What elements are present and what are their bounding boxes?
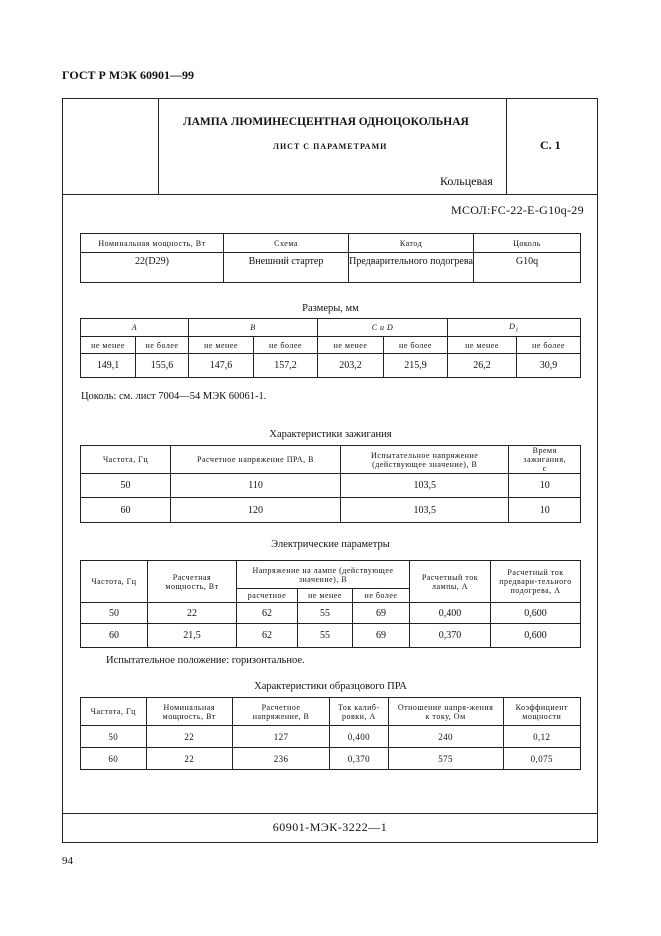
el-cell: 22 [148,603,237,624]
dim-value: 147,6 [189,354,254,378]
dim-sub: не менее [448,337,517,354]
ign-header-freq: Частота, Гц [81,446,171,474]
ignition-caption: Характеристики зажигания [269,429,392,440]
ref-cell: 575 [388,748,503,770]
divider [63,813,597,814]
dim-sub: не менее [318,337,384,354]
ref-cell: 60 [81,748,147,770]
ign-cell: 10 [509,474,581,498]
ref-cell: 0,12 [503,726,580,748]
el-cell: 0,370 [410,624,491,648]
sheet-subtitle: ЛИСТ С ПАРАМЕТРАМИ [273,142,388,151]
header-base: Цоколь [474,234,581,253]
ref-cell: 236 [232,748,329,770]
ref-header-freq: Частота, Гц [81,698,147,726]
cell-power: 22(D29) [81,253,224,283]
ign-cell: 50 [81,474,171,498]
page-number: 94 [62,855,73,867]
footer-code: 60901-МЭК-3222—1 [272,820,388,834]
ref-cell: 127 [232,726,329,748]
dim-group-d1 [448,319,581,337]
dim-sub: не более [517,337,581,354]
ign-cell: 110 [171,474,341,498]
dim-value: 26,2 [448,354,517,378]
dim-value: 157,2 [254,354,318,378]
el-sub: не более [353,589,410,603]
header-cathode: Катод [349,234,474,253]
ref-cell: 0,370 [330,748,388,770]
el-cell: 60 [81,624,148,648]
divider [158,99,159,194]
sheet-number: С. 1 [540,138,561,152]
ignition-table [80,445,581,523]
ref-cell: 50 [81,726,147,748]
dim-sub: не более [254,337,318,354]
ign-cell: 10 [509,498,581,523]
ign-cell: 103,5 [340,474,508,498]
ref-cell: 22 [146,726,232,748]
el-cell: 62 [237,624,298,648]
dim-sub: не более [384,337,448,354]
ign-cell: 120 [171,498,341,523]
el-header-current: Расчетный ток лампы, А [410,561,491,603]
header-power: Номинальная мощность, Вт [81,234,224,253]
divider [506,99,507,194]
electrical-table [80,560,581,648]
cell-base: G10q [474,253,581,283]
dim-value: 155,6 [136,354,189,378]
ign-cell: 60 [81,498,171,523]
el-header-power: Расчетная мощность, Вт [148,561,237,603]
ign-header-voltage: Расчетное напряжение ПРА, В [171,446,341,474]
header-circuit: Схема [224,234,349,253]
dim-value: 149,1 [81,354,136,378]
dim-group-a: A [81,319,189,337]
el-cell: 69 [353,624,410,648]
ref-cell: 22 [146,748,232,770]
el-cell: 55 [298,603,353,624]
ref-cell: 240 [388,726,503,748]
el-cell: 50 [81,603,148,624]
dim-group-d1-sub: 1 [515,327,519,334]
dim-group-d1-main: D [509,321,516,331]
ign-header-time: Время зажигания, с [509,446,581,474]
cell-circuit: Внешний стартер [224,253,349,283]
dim-value: 30,9 [517,354,581,378]
dim-sub: не более [136,337,189,354]
dim-value: 215,9 [384,354,448,378]
ref-cell: 0,400 [330,726,388,748]
divider [63,194,597,195]
el-cell: 55 [298,624,353,648]
el-cell: 0,600 [491,624,581,648]
el-cell: 62 [237,603,298,624]
base-note: Цоколь: см. лист 7004—54 МЭК 60061-1. [81,391,267,402]
document-code: ГОСТ Р МЭК 60901—99 [62,68,194,82]
el-header-freq: Частота, Гц [81,561,148,603]
reference-caption: Характеристики образцового ПРА [254,681,407,692]
test-position-note: Испытательное положение: горизонтальное. [106,655,305,666]
dimensions-table [80,318,581,378]
dim-group-cd: C и D [318,319,448,337]
el-sub: расчетное [237,589,298,603]
reference-table [80,697,581,770]
dim-sub: не менее [189,337,254,354]
el-header-preheat: Расчетный ток предвари-тельного подогрева, А [491,561,581,603]
lamp-shape: Кольцевая [440,174,493,188]
el-cell: 0,400 [410,603,491,624]
dim-value: 203,2 [318,354,384,378]
ign-header-test-voltage: Испытательное напряжение (действующее значение), В [340,446,508,474]
dim-group-b: B [189,319,318,337]
ign-cell: 103,5 [340,498,508,523]
cell-cathode: Предварительного подогрева [349,253,474,283]
el-cell: 21,5 [148,624,237,648]
ref-header-power: Номинальная мощность, Вт [146,698,232,726]
el-cell: 69 [353,603,410,624]
sheet-title: ЛАМПА ЛЮМИНЕСЦЕНТНАЯ ОДНОЦОКОЛЬНАЯ [183,116,469,128]
ref-cell: 0,075 [503,748,580,770]
ref-header-voltage: Расчетное напряжение, В [232,698,329,726]
el-cell: 0,600 [491,603,581,624]
el-sub: не менее [298,589,353,603]
main-table [80,233,581,283]
dim-sub: не менее [81,337,136,354]
ref-header-pf: Коэффициент мощности [503,698,580,726]
ref-header-ratio: Отношение напря-жения к току, Ом [388,698,503,726]
dimensions-caption: Размеры, мм [302,303,359,314]
ref-header-current: Ток калиб-ровки, А [330,698,388,726]
electrical-caption: Электрические параметры [271,539,390,550]
lamp-designation: МСОЛ:FC-22-E-G10q-29 [451,203,584,217]
el-header-voltage: Напряжение на лампе (действующее значение), В [237,561,410,589]
